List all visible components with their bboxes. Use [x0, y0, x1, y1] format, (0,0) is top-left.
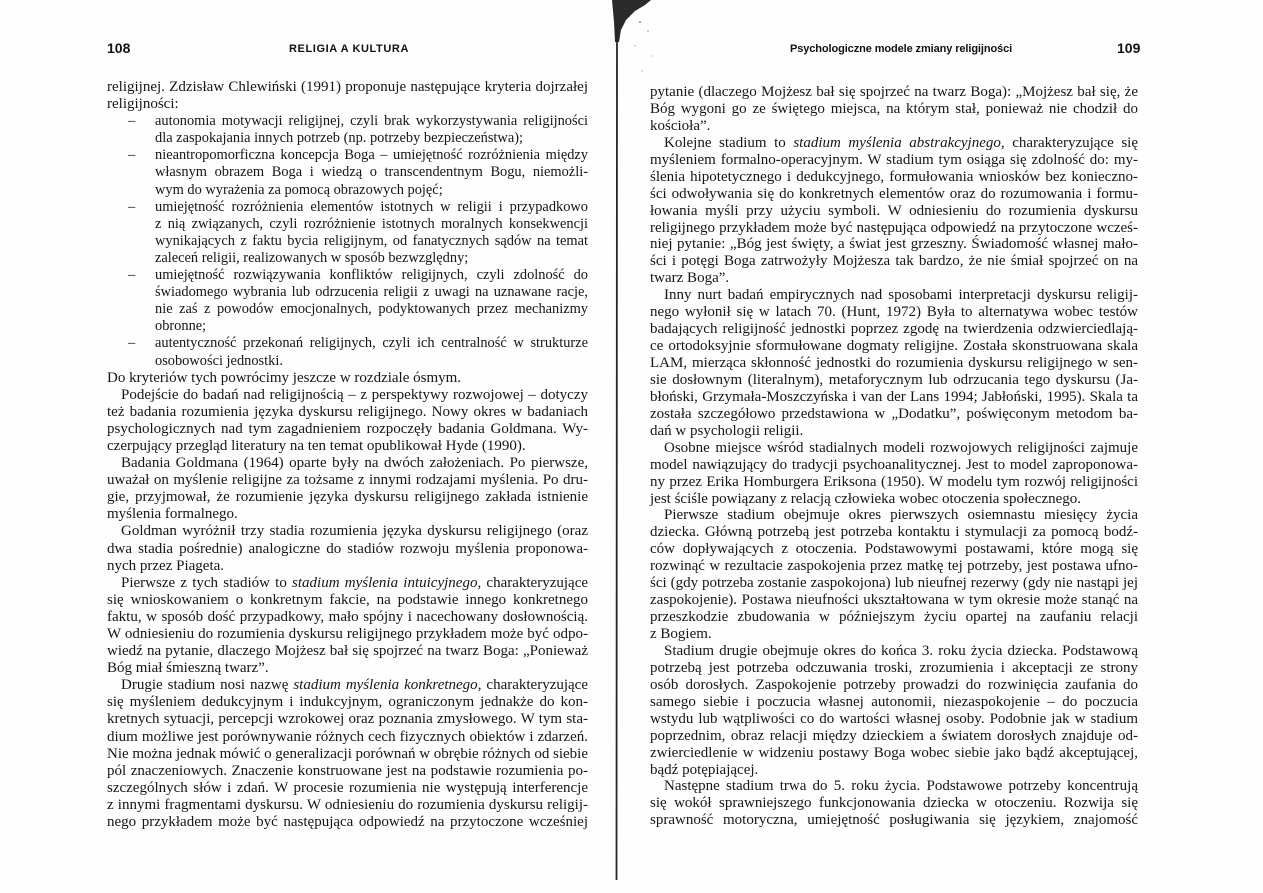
scan-speck — [641, 70, 642, 71]
text-run: jest ściśle powiązany z relacją człowieka wobec otoczenia społecznego. — [650, 490, 1082, 507]
book-gutter — [595, 0, 665, 893]
text-run: przeszkodzie zbudowania w późniejszym życiu opartej na zaufaniu relacji — [650, 609, 1138, 626]
text-run: łowania myśli przy użyciu symboli. W odniesieniu do rozumienia dyskursu — [650, 202, 1138, 219]
text-run: z Bogiem. — [650, 626, 712, 642]
text-run: świadomego wybrania lub odrzucenia religii z uwagi na uznawane racje, — [155, 284, 588, 301]
text-line — [107, 746, 588, 763]
text-run: ślenia hipotetycznego i dedukcyjnego, formułowania wniosków bez konieczno- — [650, 168, 1138, 185]
text-line — [650, 728, 1138, 745]
text-line — [107, 438, 588, 455]
bullet-dash: – — [128, 335, 136, 352]
text-run: , charakteryzujące się — [1000, 134, 1138, 151]
text-line — [650, 711, 1138, 728]
text-line — [155, 318, 588, 335]
text-run: , charakteryzujące — [477, 677, 588, 694]
text-run: W odniesieniu do rozumienia dyskursu religijnego przykładem może być odpo- — [107, 626, 588, 642]
text-line — [650, 440, 1138, 457]
text-run: ny przez Erika Homburgera Eriksona (1950). W modelu tym rozwój religijności — [650, 473, 1138, 490]
text-run: autonomia motywacji religijnej, czyli brak wykorzystywania religijności — [155, 113, 588, 130]
text-line — [650, 660, 1138, 677]
text-line — [650, 457, 1138, 474]
text-run: badających religijność jednostki poprzez zgodę na twierdzenia odzwierciedlają- — [650, 321, 1138, 338]
text-line — [650, 795, 1138, 812]
text-line — [155, 130, 588, 147]
text-run: nych przez Piageta. — [107, 557, 225, 574]
text-line — [650, 338, 1138, 355]
text-run: błoński, Grzymała-Moszczyńska i van der Lans 1994; Jabłoński, 1995). Skala ta — [650, 388, 1138, 405]
text-run: zaleceń religii, realizowanych w sposób bezwzględny; — [155, 249, 469, 266]
bullet-dash: – — [128, 198, 136, 215]
italic-term: stadium myślenia konkretnego — [293, 677, 478, 694]
text-run: własnym obrazem Boga i wiedzą o transcendentnym Bogu, niemożli- — [155, 164, 588, 181]
text-line — [650, 203, 1138, 220]
text-run: Bóg wygoni go ze świętego miejsca, na którym stał, ponieważ nie chodził do — [650, 100, 1138, 117]
text-run: Pierwsze z tych stadiów to — [121, 574, 293, 591]
text-run: potrzebą jest potrzeba odczuwania troski, zrozumienia i akceptacji ze strony — [650, 659, 1138, 676]
text-line — [155, 301, 588, 318]
running-head: Psychologiczne modele zmiany religijności — [790, 43, 1013, 55]
text-run: szczególnych słów i zdań. W procesie rozumienia nie występują interferencje — [107, 779, 588, 796]
text-line — [650, 575, 1138, 592]
text-run: ce ortodoksyjnie sformułowane dogmaty religijne. Została skonstruowana skala — [650, 338, 1138, 355]
text-line — [650, 101, 1138, 118]
text-line — [155, 284, 588, 301]
text-line — [650, 270, 1138, 287]
text-line — [107, 370, 588, 387]
text-line — [650, 423, 1138, 440]
paragraph — [650, 507, 1138, 643]
right-page — [615, 0, 1263, 893]
text-line — [650, 169, 1138, 186]
text-line — [650, 507, 1138, 524]
text-run: umiejętność rozróżnienia elementów istotnych w religii i przypadkowo — [155, 198, 588, 215]
text-line — [650, 541, 1138, 558]
text-line — [107, 643, 588, 660]
text-line — [650, 609, 1138, 626]
text-line — [650, 762, 1138, 779]
text-run: Drugie stadium nosi nazwę — [121, 677, 294, 694]
text-line — [650, 389, 1138, 406]
text-line — [107, 711, 588, 728]
text-run: uważał on myślenie religijne za tożsame z innymi rodzajami myślenia. Po dru- — [107, 472, 588, 489]
text-line — [155, 164, 588, 181]
paragraph — [650, 135, 1138, 287]
text-line — [155, 216, 588, 233]
text-run: sie dosłownym (literalnym), metaforycznym lub odrzucania tego dyskursu (Ja- — [650, 371, 1138, 388]
text-run: Podejście do badań nad religijnością – z perspektywy rozwojowej – dotyczy — [121, 386, 588, 403]
text-line — [650, 558, 1138, 575]
paragraph — [107, 523, 588, 574]
text-line — [107, 506, 588, 523]
text-run: myślenia formalnego. — [107, 506, 238, 523]
text-run: osobowości jednostki. — [155, 352, 283, 369]
text-run: rozwinąć w rezultacie zaspokojenia przez matkę tej potrzeby, jest postawa ufno- — [650, 558, 1138, 575]
bullet-list — [107, 113, 588, 369]
text-run: myśleniem formalno-operacyjnym. W stadium tym osiąga się zdolność do: my- — [650, 151, 1138, 168]
text-line — [107, 489, 588, 506]
text-run: umiejętność rozwiązywania konfliktów religijnych, czyli zdolność do — [155, 267, 588, 284]
text-run: wiedź na pytanie, dlaczego Mojżesz bał się spojrzeć na twarz Boga: „Ponieważ — [107, 643, 588, 660]
right-page-text — [650, 84, 1138, 829]
text-run: Nie można jednak mówić o generalizacji porównań w obrębie różnych od siebie — [107, 745, 588, 762]
text-line — [650, 186, 1138, 203]
paragraph — [650, 643, 1138, 779]
text-line — [107, 575, 588, 592]
text-line — [155, 250, 588, 267]
text-line — [650, 287, 1138, 304]
scan-speck — [647, 30, 649, 32]
bullet-item — [107, 199, 588, 267]
text-run: religijnej. Zdzisław Chlewiński (1991) proponuje następujące kryteria dojrzałej — [107, 79, 588, 95]
text-run: dań w psychologii religii. — [650, 422, 804, 439]
text-line — [650, 677, 1138, 694]
text-line — [650, 152, 1138, 169]
text-line — [107, 592, 588, 609]
text-line — [107, 797, 588, 814]
italic-term: stadium myślenia abstrakcyjnego — [793, 134, 1001, 151]
text-run: autentyczność przekonań religijnych, czyli ich centralność w strukturze — [155, 335, 588, 352]
text-run: zwierciedlenie w widzeniu postawy Boga wobec siebie jako bądź akceptującej, — [650, 744, 1138, 761]
text-run: nego wyłonił się w latach 70. (Hunt, 1972) Była to alternatywa wobec testów — [650, 304, 1138, 321]
gutter-line — [617, 24, 618, 880]
text-line — [107, 677, 588, 694]
text-line — [107, 387, 588, 404]
paragraph — [107, 677, 588, 831]
text-run: ści odwoływania się do konkretnych elementów oraz do rozumowania i formu- — [650, 185, 1138, 202]
paragraph — [650, 778, 1138, 829]
text-run: religijności: — [107, 96, 179, 113]
text-run: z innymi fragmentami dyskursu. W odniesieniu do rozumienia dyskursu religij- — [107, 796, 588, 813]
text-run: pól znaczeniowych. Znaczenie konstruowane jest na podstawie rozumienia po- — [107, 762, 588, 779]
text-run: zaspokojenie). Postawa nieufności ukształtowana w tym okresie może stanąć na — [650, 592, 1138, 609]
text-run: osób dorosłych. Zaspokojenie potrzeby prowadzi do rozwinięcia zaufania do — [650, 676, 1138, 693]
text-line — [650, 355, 1138, 372]
text-run: faktu, w sposób dość przypadkowy, mało spójny i nacechowany dosłownością. — [107, 608, 588, 625]
text-run: ców dopływających z otoczenia. Podstawowymi postawami, które mogą się — [650, 541, 1138, 558]
paragraph — [650, 84, 1138, 135]
text-line — [650, 626, 1138, 643]
text-line — [107, 626, 588, 643]
text-run: wstydu lub wątpliwości co do wartości własnej osoby. Podobnie jak w stadium — [650, 710, 1138, 727]
text-run: dwa stadia pośrednie) analogiczne do stadiów rozwoju myślenia proponowa- — [107, 540, 588, 557]
italic-term: stadium myślenia intuicyjnego — [292, 574, 478, 591]
text-line — [650, 118, 1138, 135]
text-run: dziecka. Główną potrzebą jest potrzeba kontaktu i stymulacji za pomocą bodź- — [650, 524, 1138, 541]
text-line — [650, 135, 1138, 152]
text-line — [650, 491, 1138, 508]
text-run: czerpujący przegląd literatury na ten temat opublikował Hyde (1990). — [107, 437, 526, 454]
text-run: też badania rozumienia języka dyskursu religijnego. Nowy okres w badaniach — [107, 403, 588, 420]
text-line — [650, 643, 1138, 660]
text-line — [650, 321, 1138, 338]
text-line — [107, 541, 588, 558]
text-run: wynikających z faktu bycia religijnym, od fanatycznych sądów na temat — [155, 232, 588, 249]
text-line — [155, 335, 588, 352]
text-line — [650, 745, 1138, 762]
text-run: dla zaspokajania innych potrzeb (np. potrzeby bezpieczeństwa); — [155, 130, 524, 147]
text-run: twarz Boga”. — [650, 270, 730, 287]
text-line — [650, 474, 1138, 491]
paragraph — [107, 455, 588, 523]
text-run: się myśleniem dedukcyjnym i indukcyjnym, ograniczonym jednakże do kon- — [107, 694, 588, 711]
paragraph — [650, 440, 1138, 508]
text-line — [155, 182, 588, 199]
text-line — [650, 236, 1138, 253]
text-line — [107, 472, 588, 489]
text-line — [107, 455, 588, 472]
bullet-dash: – — [128, 267, 136, 284]
bullet-item — [107, 335, 588, 369]
text-line — [155, 113, 588, 130]
text-run: nieantropomorficzna koncepcja Boga – umiejętność rozróżnienia między — [155, 147, 588, 164]
left-page — [0, 0, 615, 893]
scan-speck — [634, 45, 635, 46]
bullet-dash: – — [128, 113, 136, 130]
text-line — [107, 694, 588, 711]
text-line — [155, 353, 588, 370]
text-run: pytanie (dlaczego Mojżesz bał się spojrzeć na twarz Boga): „Mojżesz bał się, że — [650, 84, 1138, 100]
text-line — [107, 729, 588, 746]
text-run: Pierwsze stadium obejmuje okres pierwszych osiemnastu miesięcy życia — [664, 507, 1138, 524]
text-line — [107, 96, 588, 113]
text-run: Inny nurt badań empirycznych nad sposobami interpretacji dyskursu religij- — [664, 287, 1138, 304]
text-line — [650, 84, 1138, 101]
text-line — [650, 778, 1138, 795]
text-run: została szczegółowo przedstawiona w „Dodatku”, poświęconym metodom ba- — [650, 405, 1138, 422]
text-run: kościoła”. — [650, 117, 711, 134]
text-run: Kolejne stadium to — [664, 134, 794, 151]
text-line — [107, 404, 588, 421]
running-head: RELIGIA A KULTURA — [289, 43, 409, 55]
text-run: , charakteryzujące — [477, 574, 589, 591]
text-line — [107, 780, 588, 797]
text-line — [107, 421, 588, 438]
bullet-item — [107, 147, 588, 198]
text-run: Osobne miejsce wśród stadialnych modeli rozwojowych religijności zajmuje — [664, 439, 1138, 456]
paragraph — [107, 387, 588, 455]
text-line — [107, 609, 588, 626]
text-line — [650, 220, 1138, 237]
paragraph — [107, 79, 588, 113]
text-line — [650, 304, 1138, 321]
text-line — [107, 558, 588, 575]
paragraph — [107, 575, 588, 678]
text-run: religijnego przykładem może być następująca odpowiedź na przytoczone wcześ- — [650, 219, 1138, 236]
text-run: Stadium drugie obejmuje okres do końca 3. roku życia dziecka. Podstawową — [664, 642, 1138, 659]
text-run: kretnych sytuacji, percepcji wzrokowej oraz poznania zmysłowego. W tym sta- — [107, 711, 588, 728]
text-line — [107, 523, 588, 540]
text-line — [107, 79, 588, 96]
text-line — [155, 267, 588, 284]
text-line — [155, 147, 588, 164]
text-line — [155, 233, 588, 250]
text-run: gie, przyjmował, że rozumienie języka dyskursu religijnego zakłada istnienie — [107, 489, 588, 506]
paragraph — [107, 370, 588, 387]
text-run: Bóg miał śmieszną twarz”. — [107, 660, 269, 677]
bullet-dash: – — [128, 147, 136, 164]
bullet-item — [107, 267, 588, 335]
page-number: 108 — [107, 40, 131, 56]
bullet-item — [107, 113, 588, 147]
text-line — [107, 660, 588, 677]
paragraph — [650, 287, 1138, 439]
text-run: LAM, mierząca skłonność jednostki do rozumienia dyskursu religijnego w sen- — [650, 355, 1138, 371]
text-run: się wokół sprawniejszego funkcjonowania dziecka w otoczeniu. Rozwija się — [650, 795, 1138, 812]
text-run: model nawiązujący do tradycji psychoanalitycznej. Jest to model zaproponowa- — [650, 456, 1138, 473]
text-run: wym do wyrażenia za pomocą obrazowych pojęć; — [155, 181, 443, 198]
scan-speck — [639, 21, 641, 23]
text-line — [107, 763, 588, 780]
text-run: psychologicznych nad tym zagadnieniem rozpoczęły badania Goldmana. Wy- — [107, 420, 588, 437]
left-page-text — [107, 79, 588, 831]
text-run: poprzednim, obraz relacji między dzieckiem a światem dorosłych znajduje od- — [650, 727, 1138, 744]
text-line — [155, 199, 588, 216]
text-run: nego przykładem może być następująca odpowiedź na przytoczone wcześniej — [107, 814, 588, 831]
text-run: się wnioskowaniem o konkretnym fakcie, na podstawie innego konkretnego — [107, 591, 588, 608]
text-line — [650, 812, 1138, 829]
text-run: sprawność motoryczna, umiejętność posługiwania się językiem, znajomość — [650, 812, 1138, 829]
text-run: obronne; — [155, 318, 207, 335]
text-line — [650, 253, 1138, 270]
text-run: Następne stadium trwa do 5. roku życia. Podstawowe potrzeby koncentrują — [664, 778, 1138, 795]
text-run: nie zaś z powodów emocjonalnych, podyktowanych przez mechanizmy — [155, 301, 588, 318]
text-run: samego siebie i poczucia własnej autonomii, niezaspokojenie – do poczucia — [650, 693, 1138, 710]
text-line — [650, 694, 1138, 711]
scan-speck — [651, 55, 652, 56]
text-run: Goldman wyróżnił trzy stadia rozumienia języka dyskursu religijnego (oraz — [121, 523, 588, 540]
text-run: dium możliwe jest porównywanie różnych cech fizycznych obiektów i zdarzeń. — [107, 728, 588, 745]
page-number: 109 — [1117, 40, 1141, 56]
text-line — [650, 372, 1138, 389]
text-line — [650, 406, 1138, 423]
text-line — [107, 814, 588, 831]
text-run: Badania Goldmana (1964) oparte były na dwóch założeniach. Po pierwsze, — [121, 455, 588, 472]
text-line — [650, 592, 1138, 609]
text-run: niej pytanie: „Bóg jest święty, a świat jest grzeszny. Świadomość własnej mało- — [650, 236, 1138, 253]
text-run: z nią związanych, czyli rozróżnienie istotnych moralnych konsekwencji — [155, 215, 588, 232]
text-line — [650, 524, 1138, 541]
text-run: ści i potęgi Boga zatrwożyły Mojżesza tak bardzo, że nie śmiał spojrzeć on na — [650, 253, 1138, 270]
text-run: ści (gdy potrzeba zostanie zaspokojona) lub nieufnej rezerwy (gdy nie nastąpi jej — [650, 575, 1138, 592]
text-run: bądź potępiającej. — [650, 761, 759, 778]
text-run: Do kryteriów tych powrócimy jeszcze w rozdziale ósmym. — [107, 369, 462, 386]
